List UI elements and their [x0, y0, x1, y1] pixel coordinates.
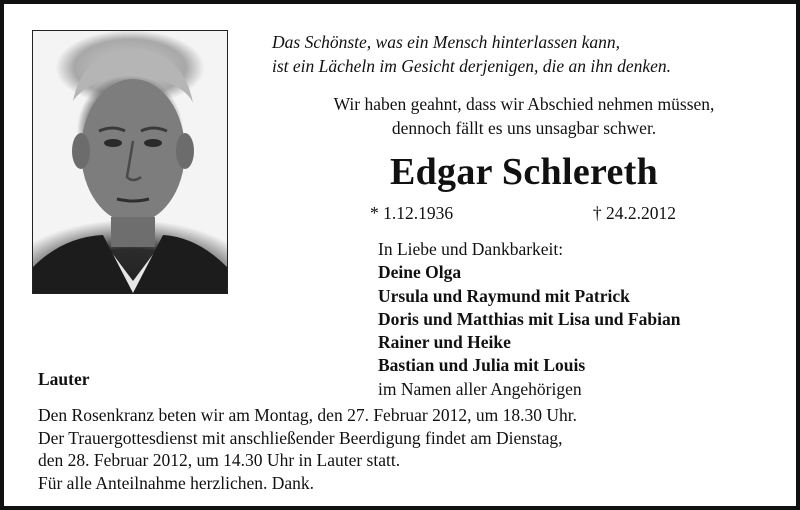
- portrait-photo: [32, 30, 228, 294]
- family-outro: im Namen aller Angehörigen: [378, 378, 582, 399]
- portrait-silhouette: [33, 31, 227, 293]
- family-member: Doris und Matthias mit Lisa und Fabian: [378, 308, 681, 329]
- notice-line: Der Trauergottesdienst mit anschließender Beerdigung findet am Dienstag,: [38, 427, 563, 448]
- deceased-name: Edgar Schlereth: [389, 151, 659, 193]
- family-intro: In Liebe und Dankbarkeit:: [378, 239, 564, 259]
- family-member: Deine Olga: [378, 262, 462, 283]
- intro-text: [274, 92, 774, 140]
- family-member: Rainer und Heike: [378, 332, 511, 353]
- birth-date: * 1.12.1936: [370, 203, 454, 223]
- intro-line: Wir haben geahnt, dass wir Abschied nehmen müssen,: [333, 94, 715, 114]
- intro-line: dennoch fällt es uns unsagbar schwer.: [391, 118, 657, 138]
- death-date: † 24.2.2012: [592, 203, 676, 223]
- notice-line: Den Rosenkranz beten wir am Montag, den 27. Februar 2012, um 18.30 Uhr.: [38, 405, 577, 425]
- quote-line: ist ein Lächeln im Gesicht derjenigen, die an ihn denken.: [272, 56, 672, 76]
- family-list: [378, 238, 778, 401]
- notice-line: Für alle Anteilnahme herzlichen. Dank.: [38, 473, 315, 494]
- family-member: Bastian und Julia mit Louis: [378, 355, 586, 376]
- place-name: Lauter: [38, 369, 90, 389]
- quote-line: Das Schönste, was ein Mensch hinterlassen kann,: [272, 32, 621, 52]
- memorial-quote: [272, 30, 772, 78]
- service-notice: [38, 404, 778, 495]
- notice-line: den 28. Februar 2012, um 14.30 Uhr in Lauter statt.: [38, 450, 401, 471]
- family-member: Ursula und Raymund mit Patrick: [378, 285, 630, 306]
